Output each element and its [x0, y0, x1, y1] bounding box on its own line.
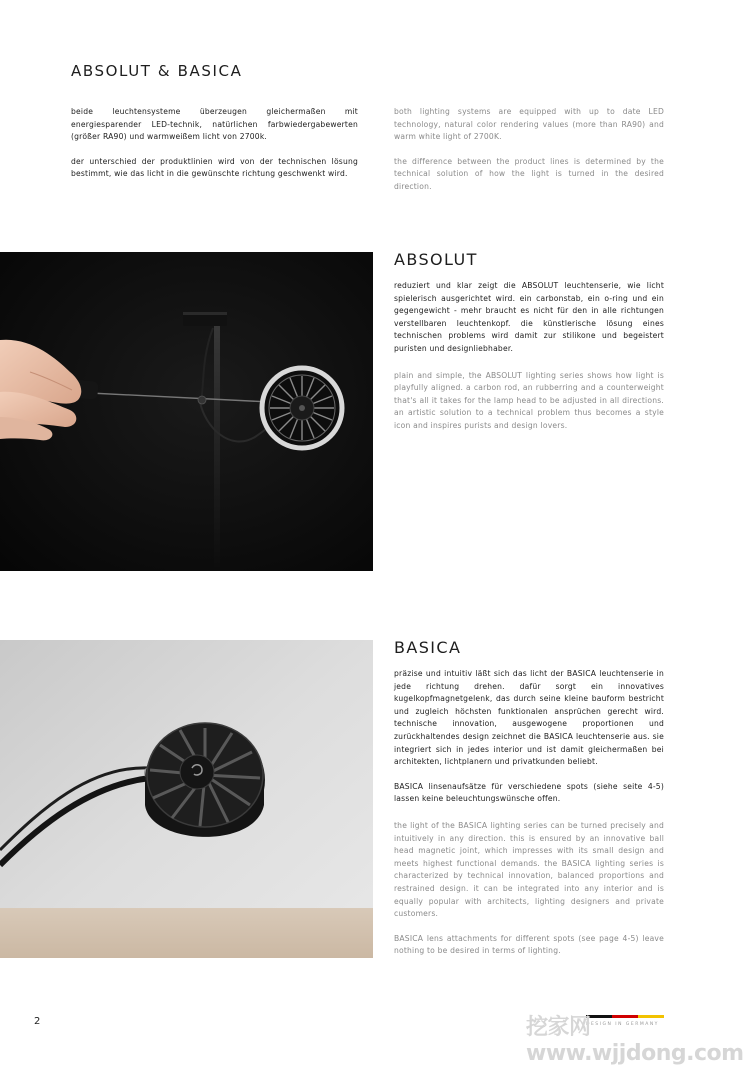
basica-text	[394, 668, 664, 958]
basica-en-paragraph-1: the light of the BASICA lighting series can be turned precisely and intuitively in any direction. this is ensured by an innovative ball head magnetic joint, which impresses with its small design and meets highest functional demands. the BASICA lighting series is characterized by technical innovation, balanced proportions and restrained design. it can be integrated into any interior and is equally popular with architects, lighting designers and private customers.	[394, 820, 664, 919]
basica-de-paragraph-1: präzise und intuitiv läßt sich das licht der BASICA leuchtenserie in jede richtung drehen. dafür sorgt ein innovatives kugelkopfmagnetgelenk, das durch seine kleine bauform bestricht und zugleich höchsten funktionalen ansprüchen gerecht wird. technische innovation, ausgewogene proportionen und zurückhaltendes design zeichnet die BASICA leuchtenserie aus. sie integriert sich in jedes interior und ist damit gleichermaßen bei architekten, lichtplanern und privatkunden beliebt.	[394, 669, 664, 767]
absolut-de-paragraph: reduziert und klar zeigt die ABSOLUT leuchtenserie, wie licht spielerisch ausgerichtet wird. ein carbonstab, ein o-ring und ein gegengewicht - mehr braucht es nicht für den in alle richtungen verstellbaren leuchtenkopf. die künstlerische lösung eines technischen problems wird damit zur stilikone und begeistert puristen und designliebhaber.	[394, 281, 664, 353]
absolut-lamp-photo	[0, 252, 373, 571]
intro-en-paragraph-2: the difference between the product lines is determined by the technical solution of how the light is turned in the desired direction.	[394, 156, 664, 191]
watermark-text: 挖家网 www.wjjdong.com	[526, 1015, 744, 1066]
intro-german	[71, 106, 358, 181]
page-title: ABSOLUT & BASICA	[71, 62, 243, 80]
basica-de-paragraph-2: BASICA linsenaufsätze für verschiedene spots (siehe seite 4-5) lassen keine beleuchtungswünsche offen.	[394, 781, 664, 804]
page-number: 2	[34, 1016, 41, 1027]
absolut-en-paragraph: plain and simple, the ABSOLUT lighting series shows how light is playfully aligned. a carbon rod, an rubberring and a counterweight that's all it takes for the lamp head to be adjusted in all directions. an artistic solution to a technical problem thus becomes a style icon and inspires purists and design lovers.	[394, 370, 664, 430]
basica-heading: BASICA	[394, 638, 462, 657]
absolut-text	[394, 280, 664, 433]
basica-en-paragraph-2: BASICA lens attachments for different spots (see page 4-5) leave nothing to be desired in terms of lighting.	[394, 933, 664, 956]
design-in-germany-tagline: DESIGN IN GERMANY	[586, 1022, 659, 1027]
intro-english	[394, 106, 664, 194]
basica-lamp-photo	[0, 640, 373, 958]
absolut-heading: ABSOLUT	[394, 250, 478, 269]
intro-en-paragraph-1: both lighting systems are equipped with up to date LED technology, natural color rendering values (more than RA90) and warm white light of 2700K.	[394, 107, 664, 142]
intro-de-paragraph-2: der unterschied der produktlinien wird von der technischen lösung bestimmt, wie das licht in die gewünschte richtung geschwenkt wird.	[71, 156, 358, 179]
intro-de-paragraph-1: beide leuchtensysteme überzeugen gleichermaßen mit energiesparender LED-technik, natürlichen farbwiedergabewerten (größer RA90) und warmweißem licht von 2700k.	[71, 107, 358, 142]
